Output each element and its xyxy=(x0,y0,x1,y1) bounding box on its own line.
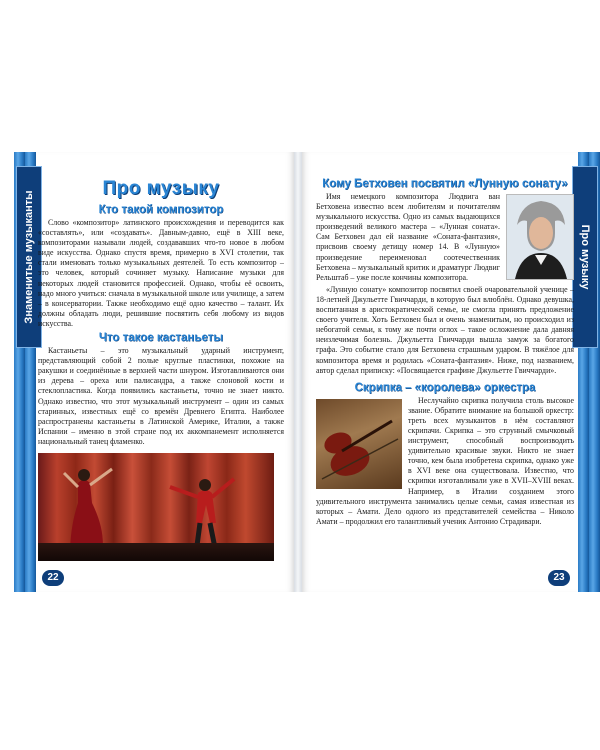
page-number: 23 xyxy=(548,570,570,586)
portrait-illustration xyxy=(507,195,573,279)
section-paragraph: «Лунную сонату» композитор посвятил своей очаровательной ученице – 18-летней Джульетте Гвиччарди, в которую был влюблён. Однако девушка, воспитанная в аристократической семье, не смогла принять предложение своего учителя. Хоть Бетховен был и очень знаменитым, но происходил из небогатой семьи, к тому же почти оглох – такое осложнение дала давняя неизлечимая болезнь. Джульетта Гвиччарди вышла замуж за богатого графа. Это событие стало для Бетховена страшным ударом. В тяжёлое для композитора время и родилась «Соната-фантазия». Ниже, под названием, автор сделал приписку: «Посвящается графине Джульетте Гвиччарди». xyxy=(316,284,574,375)
side-tab-right xyxy=(572,166,598,348)
left-content xyxy=(38,152,284,561)
section-heading: Кому Бетховен посвятил «Лунную сонату» xyxy=(322,178,568,190)
flamenco-dancers-photo xyxy=(38,453,274,561)
right-content xyxy=(316,152,574,529)
book-spread xyxy=(14,152,600,592)
section-heading: Кто такой композитор xyxy=(98,204,224,216)
book-gutter xyxy=(294,152,302,592)
section-paragraph: Слово «композитор» латинского происхождения и переводится как «составлять», или «создавать». Давным-давно, ещё в XIII веке, композиторами называли людей, создававших что-то новое в любом виде искусства. Однако спустя время, примерно в XVI столетии, так стали именовать только музыкальных деятелей. То есть композитор – это человек, который сочиняет музыку. Написание музыки для некоторых людей становится профессией. Однако, чтобы её освоить, надо много учиться: сначала в музыкальной школе или училище, а затем – в консерватории. Также необходимо ещё одно качество – талант. Их должны обладать люди, решившие посвятить себя любому из видов искусства. xyxy=(38,218,284,328)
section-heading: Что такое кастаньеты xyxy=(98,332,224,345)
dancers-illustration xyxy=(38,453,274,561)
side-tab-label: Про музыку xyxy=(579,224,591,290)
section-heading: Скрипка – «королева» оркестра xyxy=(354,381,536,394)
right-page xyxy=(302,152,600,592)
beethoven-portrait xyxy=(506,194,574,280)
section-paragraph: Неслучайно скрипка получила столь высокое звание. Обратите внимание на большой оркестр: треть всех музыкантов в нём составляют скрипачи. Скрипка – это струнный смычковый инструмент, способный воспроизводить удивительно красивые звуки. Никто не знает точно, кем была изобретена скрипка, однако уже в XVI веке она существовала. Известно, что скрипки изготавливали уже в XVII–XVIII веках. Например, в Италии созданием этого удивительного инструмента занимались целые семьи, самая известная из которых – Амати. Дело одного из представителей семейства – Николо Амати – продолжил его талантливый ученик Антонио Страдивари. xyxy=(316,395,574,526)
page-number: 22 xyxy=(42,570,64,586)
violin-illustration xyxy=(316,399,402,489)
side-tab-label: Знаменитые музыканты xyxy=(23,190,35,324)
left-page xyxy=(14,152,294,592)
section-paragraph: Имя немецкого композитора Людвига ван Бетховена известно всем любителям и почитателям музыкального искусства. Одно из самых выдающихся произведений великого мастера – «Лунная соната». Сам Бетховен дал ей название «Соната-фантазия», присвоив своему детищу номер 14. В «Лунную» произведение переименовал соотечественник Бетховена – музыкальный критик и драматург Людвиг Рельштаб – уже после кончины композитора. xyxy=(316,192,500,282)
page-title: Про музыку xyxy=(102,178,220,199)
violin-photo xyxy=(316,399,402,489)
section-paragraph: Кастаньеты – это музыкальный ударный инструмент, представляющий собой 2 полые круглые пластинки, похожие на ракушки и соединённые в верхней части шнуром. Изготавливаются они из дерева – ореха или палисандра, а также слоновой кости и стеклопластика. Когда появились кастаньеты, точно не знает никто. Однако известно, что этот музыкальный инструмент – один из самых старинных, известных ещё со времён Древнего Египта. Наиболее распространены кастаньеты в Латинской Америке, Италии, а также Испании – именно в этой стране под их аккомпанемент исполняется национальный танец фламенко. xyxy=(38,346,284,446)
